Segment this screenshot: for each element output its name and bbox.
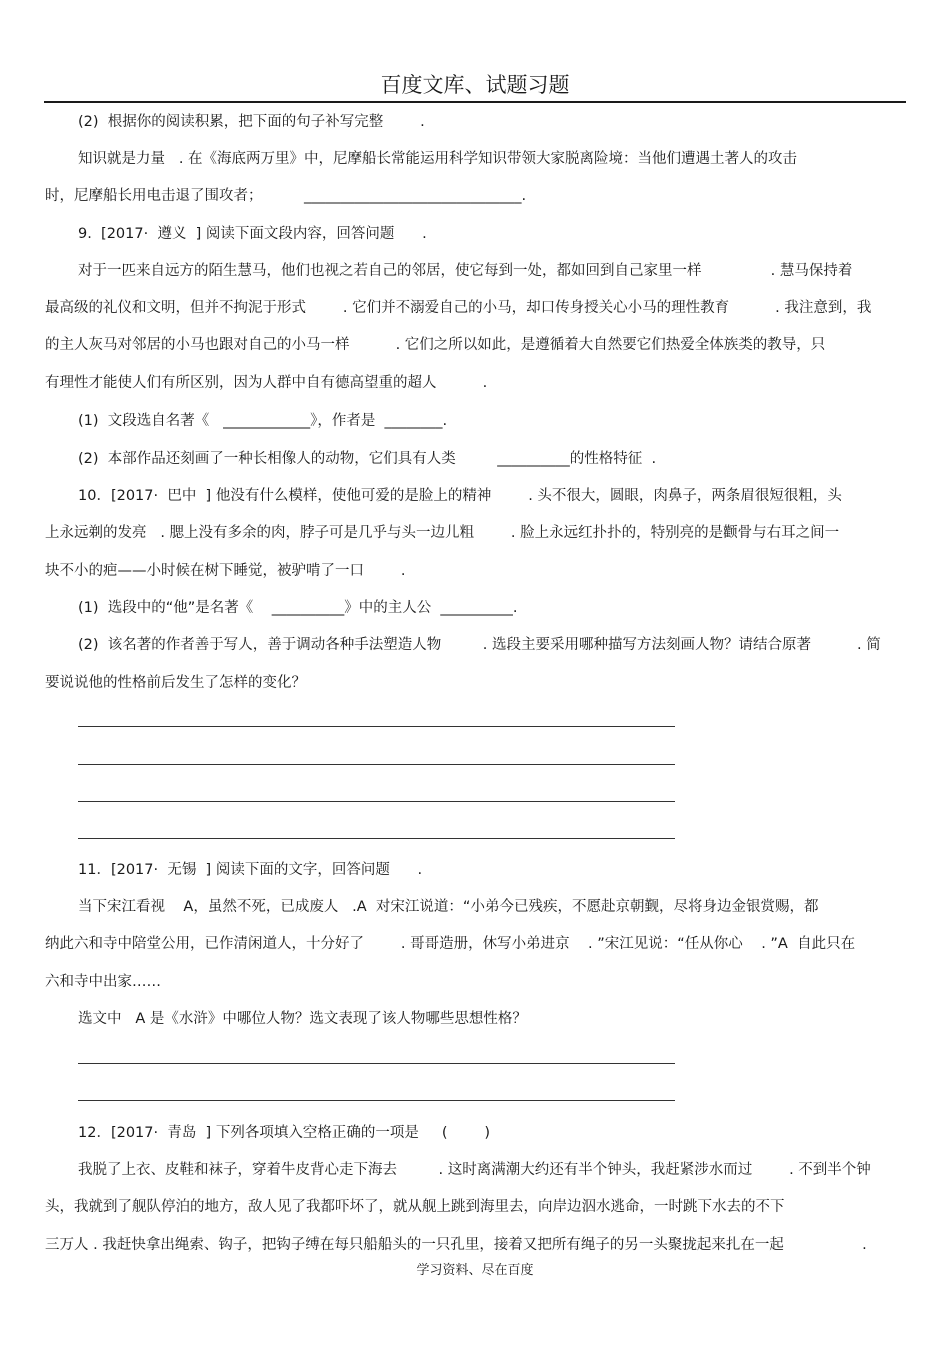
- body-line: (2) 根据你的阅读积累，把下面的句子补写完整 .: [78, 114, 425, 130]
- sub-question: (1) 选段中的“他”是名著《 __________》中的主人公 __________.: [78, 600, 518, 616]
- sub-question: (1) 文段选自名著《 ____________》，作者是 ________.: [78, 413, 448, 429]
- body-line: 块不小的疤——小时候在树下睡觉，被驴啃了一口 .: [45, 563, 406, 579]
- answer-line: [78, 1100, 675, 1101]
- body-line: 我脱了上衣、皮鞋和袜子，穿着牛皮背心走下海去 . 这时离满潮大约还有半个钟头，我赶紧涉水而过 . 不到半个钟: [78, 1162, 871, 1178]
- body-line: 头，我就到了舰队停泊的地方，敌人见了我都吓坏了，就从舰上跳到海里去，向岸边泅水逃命，一时跳下水去的不下: [45, 1199, 785, 1215]
- question-10-heading: 10．[2017· 巴中 ] 他没有什么模样，使他可爱的是脸上的精神 . 头不很大，圆眼，肉鼻子，两条眉很短很粗，头: [78, 488, 842, 504]
- question-11-heading: 11．[2017· 无锡 ] 阅读下面的文字，回答问题 .: [78, 862, 423, 878]
- page-footer: 学习资料、尽在百度: [416, 1263, 534, 1278]
- body-line: 六和寺中出家……: [45, 974, 161, 990]
- answer-line: [78, 726, 675, 727]
- page-header-title: 百度文库、试题习题: [380, 73, 570, 97]
- answer-line: [78, 1063, 675, 1064]
- body-line: 三万人 . 我赶快拿出绳索、钩子，把钩子缚在每只船船头的一只孔里，接着又把所有绳子的另一头聚拢起来扎在一起 .: [45, 1237, 867, 1253]
- header-rule: [44, 101, 906, 103]
- question-9-heading: 9. [2017· 遵义 ] 阅读下面文段内容，回答问题 .: [78, 226, 427, 242]
- body-line: 有理性才能使人们有所区别，因为人群中自有德高望重的超人 .: [45, 375, 488, 391]
- body-line: 时，尼摩船长用电击退了围攻者； ______________________________.: [45, 188, 527, 204]
- body-line: 最高级的礼仪和文明，但并不拘泥于形式 . 它们并不溺爱自己的小马，却口传身授关心小马的理性教育 . 我注意到，我: [45, 300, 872, 316]
- body-line: 知识就是力量 . 在《海底两万里》中，尼摩船长常能运用科学知识带领大家脱离险境：当他们遭遇土著人的攻击: [78, 151, 798, 167]
- question-12-heading: 12．[2017· 青岛 ] 下列各项填入空格正确的一项是 ( ): [78, 1125, 491, 1141]
- body-line: 纳此六和寺中陪堂公用，已作清闲道人，十分好了 . 哥哥造册，休写小弟进京 . ”宋江见说：“任从你心 . ”A 自此只在: [45, 936, 856, 952]
- answer-line: [78, 838, 675, 839]
- sub-question: 选文中 A 是《水浒》中哪位人物？选文表现了该人物哪些思想性格？: [78, 1011, 527, 1027]
- sub-question: (2) 该名著的作者善于写人，善于调动各种手法塑造人物 . 选段主要采用哪种描写方法刻画人物？请结合原著 . 简: [78, 637, 881, 653]
- body-line: 对于一匹来自远方的陌生慧马，他们也视之若自己的邻居，使它每到一处，都如回到自己家里一样 . 慧马保持着: [78, 263, 853, 279]
- body-line: 上永远剃的发亮 . 腮上没有多余的肉，脖子可是几乎与头一边儿粗 . 脸上永远红扑扑的，特别亮的是颧骨与右耳之间一: [45, 525, 840, 541]
- body-line: 要说说他的性格前后发生了怎样的变化？: [45, 675, 306, 691]
- body-line: 当下宋江看视 A，虽然不死，已成废人 .A 对宋江说道：“小弟今已残疾，不愿赴京朝觐，尽将身边金银赏赐，都: [78, 899, 819, 915]
- sub-question: (2) 本部作品还刻画了一种长相像人的动物，它们具有人类 __________的性格特征 .: [78, 451, 657, 467]
- answer-line: [78, 801, 675, 802]
- body-line: 的主人灰马对邻居的小马也跟对自己的小马一样 . 它们之所以如此，是遵循着大自然要它们热爱全体族类的教导，只: [45, 337, 826, 353]
- answer-line: [78, 764, 675, 765]
